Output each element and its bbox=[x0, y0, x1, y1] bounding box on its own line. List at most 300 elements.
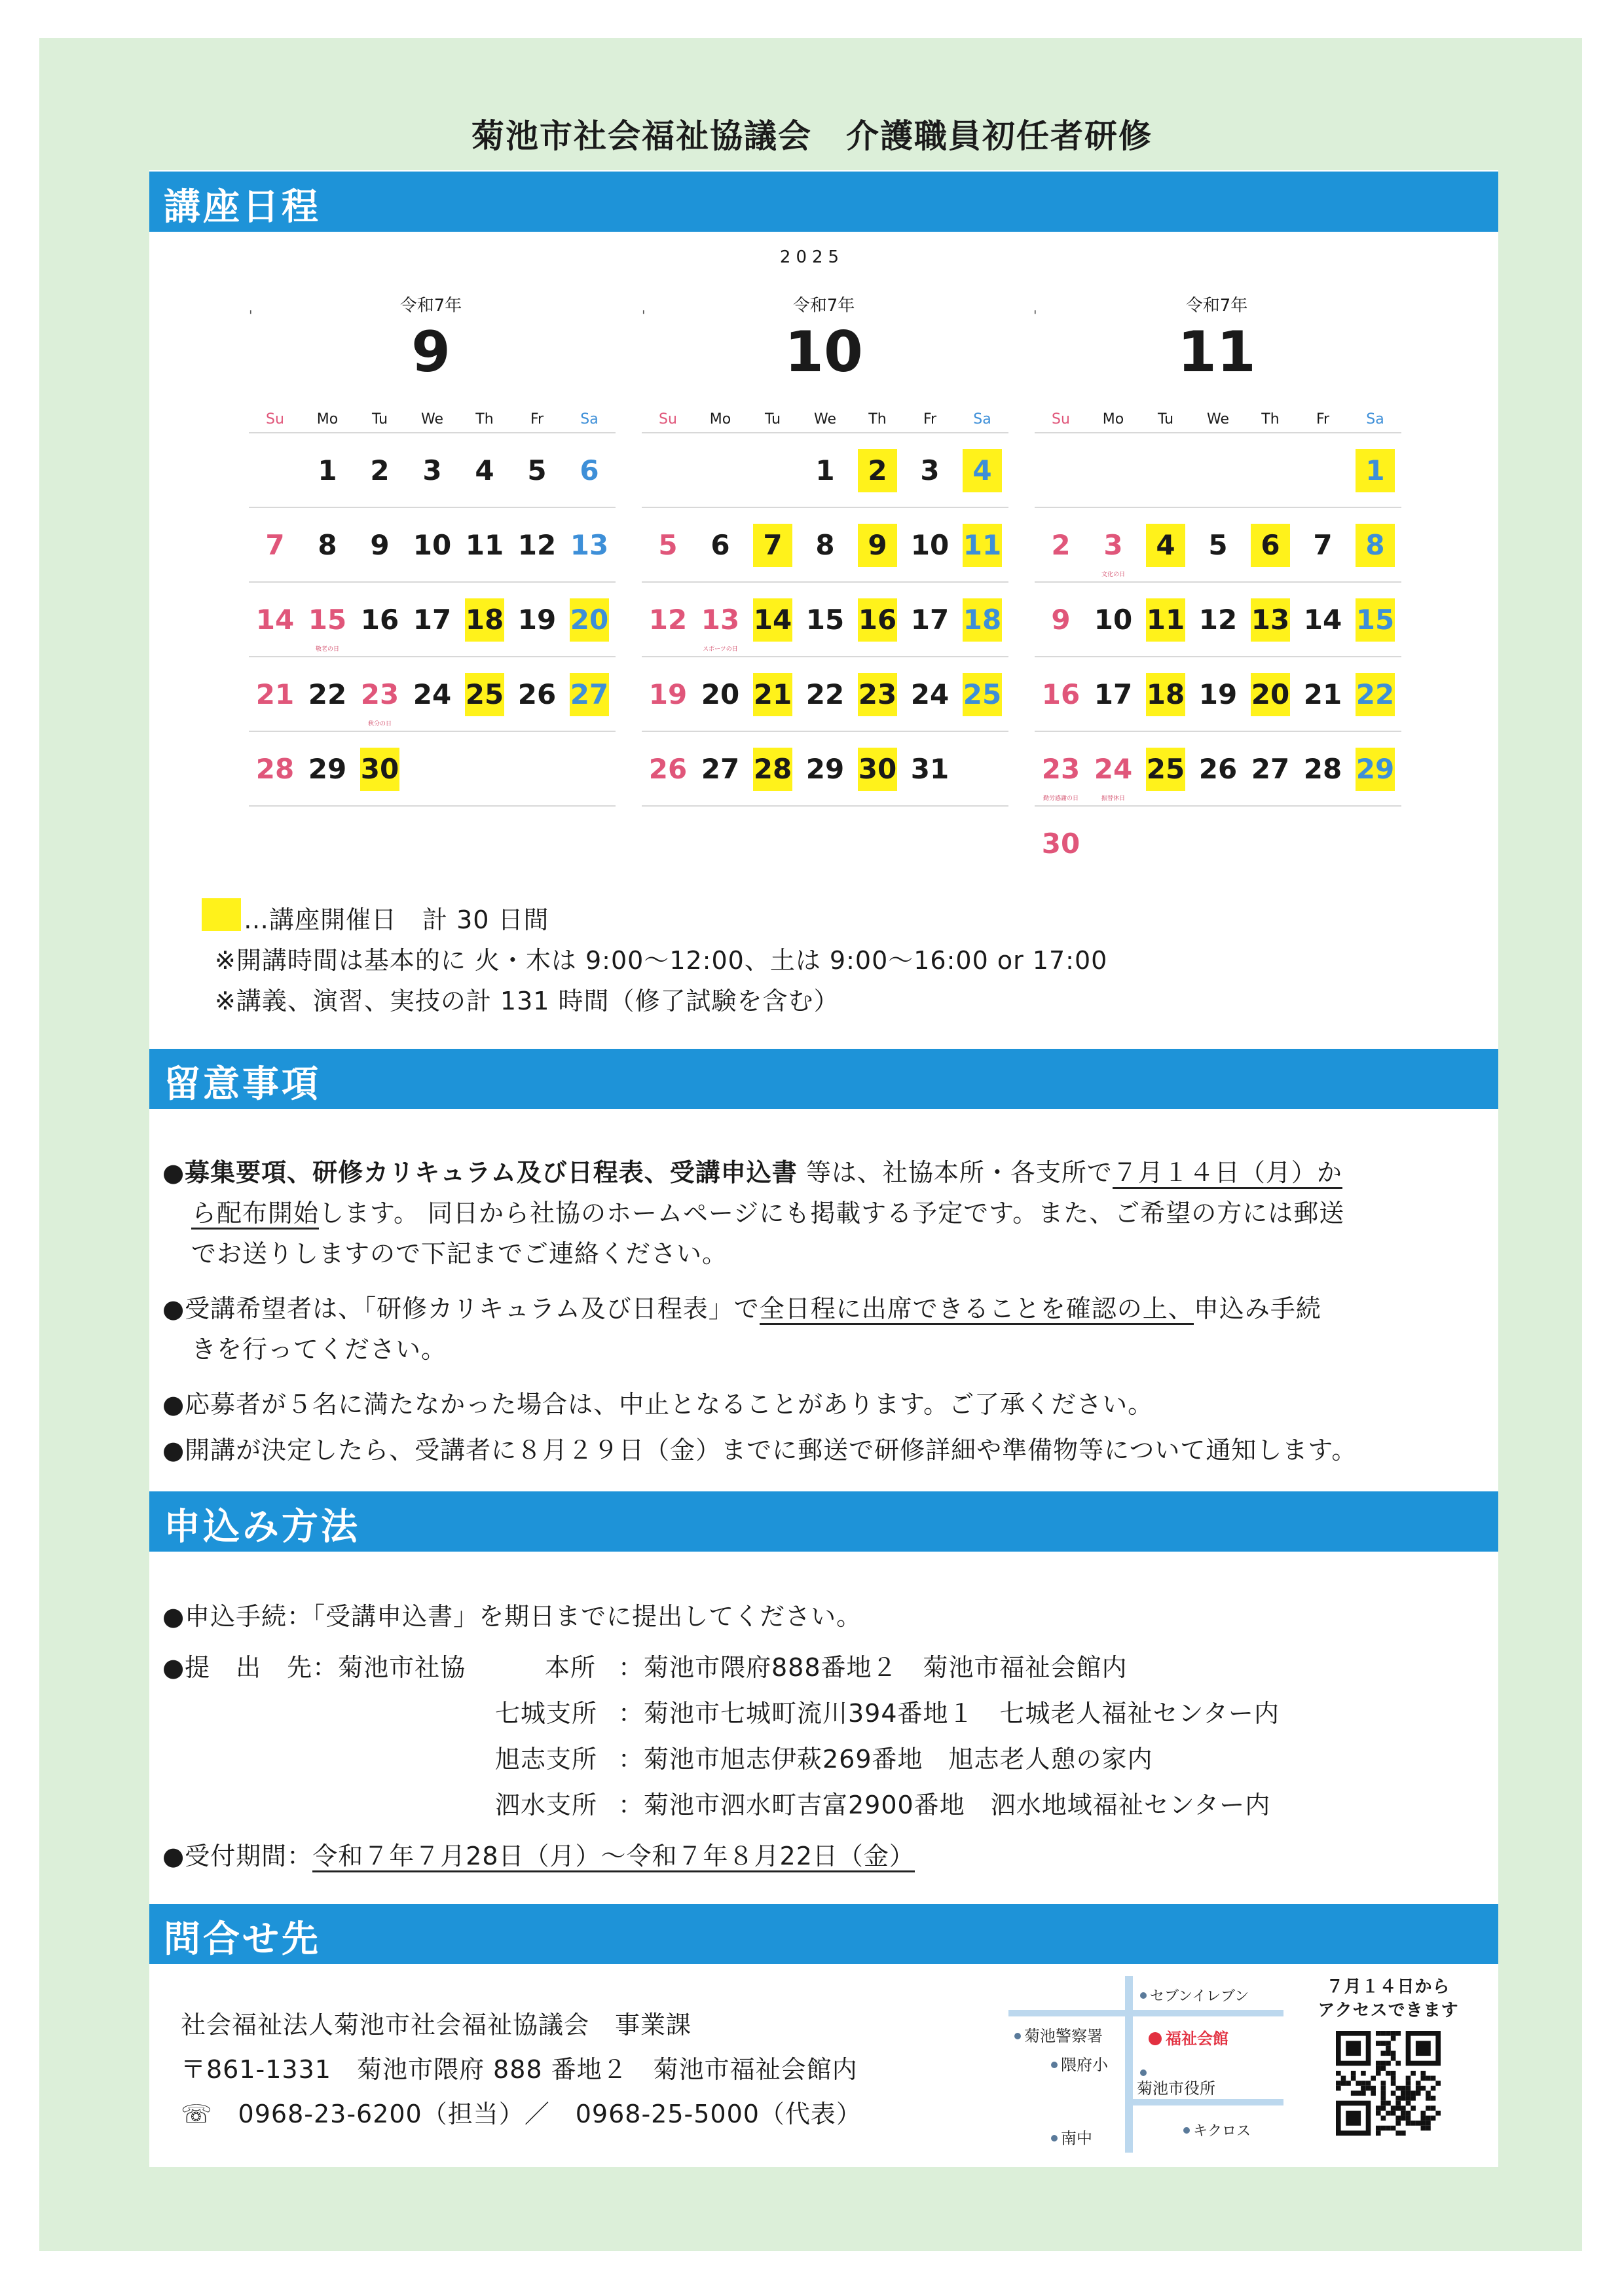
highlight-legend-swatch bbox=[202, 898, 241, 931]
calendar-cell bbox=[563, 433, 616, 507]
era-label: 令和7年 bbox=[792, 296, 855, 316]
calendar-week bbox=[642, 731, 1008, 807]
calendar-cell bbox=[694, 657, 747, 731]
calendar-cell bbox=[904, 433, 956, 507]
calendar-day: 14 bbox=[255, 604, 295, 636]
course-day: 9 bbox=[858, 524, 897, 567]
calendar-cell bbox=[511, 433, 563, 507]
calendar-day: 16 bbox=[1041, 678, 1080, 710]
course-day: 11 bbox=[963, 524, 1002, 567]
calendar-cell bbox=[1297, 732, 1349, 805]
note-1-date: ７月１４日（月）か bbox=[1113, 1158, 1342, 1189]
weekday-label: Th bbox=[1261, 410, 1280, 428]
holiday-note: 敬老の日 bbox=[315, 646, 339, 653]
note-2-text: 受講希望者は、「研修カリキュラム及び日程表」で bbox=[185, 1294, 760, 1323]
calendar-october bbox=[642, 406, 1008, 807]
apply-destination: ●提 出 先：菊池市社協 bbox=[162, 1653, 466, 1682]
calendar-week bbox=[1035, 507, 1401, 581]
calendar-day: 7 bbox=[1313, 529, 1333, 561]
calendar-week bbox=[1035, 807, 1401, 880]
calendar-cell bbox=[1139, 583, 1192, 656]
calendar-cell bbox=[1035, 433, 1087, 507]
calendar-day: 2 bbox=[1051, 529, 1071, 561]
calendar-cell bbox=[694, 583, 747, 656]
office-address: ：菊池市泗水町吉富2900番地 泗水地域福祉センター内 bbox=[618, 1791, 1271, 1819]
calendar-cell bbox=[458, 657, 511, 731]
calendar-week bbox=[249, 432, 616, 507]
map-label-hall: 福祉会館 bbox=[1166, 2030, 1228, 2048]
calendar-cell bbox=[1244, 508, 1297, 581]
calendar-cell bbox=[904, 657, 956, 731]
office-name: 泗水支所 bbox=[495, 1791, 598, 1819]
calendar-cell bbox=[1297, 807, 1349, 880]
calendar-day: 6 bbox=[710, 529, 730, 561]
calendar-week bbox=[1035, 581, 1401, 656]
note-1-line-3: でお送りしますので下記までご連絡ください。 bbox=[191, 1239, 728, 1268]
note-2-text-2: 申込み手続 bbox=[1193, 1294, 1321, 1323]
calendar-week bbox=[642, 507, 1008, 581]
calendar-cell bbox=[799, 732, 851, 805]
holiday-note: 文化の日 bbox=[1101, 572, 1125, 578]
corner-mark: ' bbox=[249, 308, 253, 323]
calendar-cell bbox=[1192, 732, 1244, 805]
calendar-cell bbox=[1244, 732, 1297, 805]
calendar-day: 19 bbox=[1198, 678, 1238, 710]
calendar-cell bbox=[694, 508, 747, 581]
calendar-cell bbox=[249, 657, 301, 731]
calendar-day: 6 bbox=[580, 454, 599, 486]
calendar-day: 22 bbox=[805, 678, 845, 710]
calendar-cell bbox=[354, 508, 406, 581]
calendar-cell bbox=[354, 583, 406, 656]
calendar-cell bbox=[1244, 807, 1297, 880]
calendar-day: 16 bbox=[360, 604, 399, 636]
holiday-note: 秋分の日 bbox=[367, 721, 392, 727]
calendar-cell bbox=[511, 583, 563, 656]
calendar-day: 4 bbox=[475, 454, 494, 486]
calendar-day: 3 bbox=[1103, 529, 1123, 561]
calendar-day: 7 bbox=[265, 529, 285, 561]
weekday-label: We bbox=[421, 410, 443, 428]
calendar-day: 19 bbox=[648, 678, 688, 710]
calendar-cell bbox=[799, 657, 851, 731]
calendar-cell bbox=[1087, 433, 1139, 507]
calendar-week bbox=[249, 507, 616, 581]
office-address: ：菊池市旭志伊萩269番地 旭志老人憩の家内 bbox=[618, 1745, 1153, 1774]
calendar-cell bbox=[1349, 732, 1401, 805]
calendar-day: 27 bbox=[1251, 753, 1290, 785]
map-label-cityhall: 菊池市役所 bbox=[1137, 2079, 1215, 2098]
calendar-day: 29 bbox=[805, 753, 845, 785]
contact-organization: 社会福祉法人菊池市社会福祉協議会 事業課 bbox=[181, 2011, 692, 2039]
calendar-day: 8 bbox=[318, 529, 337, 561]
calendar-day: 30 bbox=[1041, 828, 1080, 860]
section-header-schedule bbox=[149, 172, 1498, 232]
weekday-label: We bbox=[814, 410, 836, 428]
calendar-day: 22 bbox=[308, 678, 347, 710]
calendar-cell bbox=[354, 732, 406, 805]
calendar-day: 17 bbox=[1094, 678, 1133, 710]
calendar-cell bbox=[642, 433, 694, 507]
calendar-week bbox=[249, 731, 616, 807]
weekday-label: Su bbox=[1052, 410, 1070, 428]
calendar-cell bbox=[301, 433, 354, 507]
office-name: 七城支所 bbox=[495, 1699, 598, 1728]
month-number: 9 bbox=[411, 319, 451, 385]
calendar-cell bbox=[1139, 732, 1192, 805]
course-day: 16 bbox=[858, 598, 897, 642]
calendar-cell bbox=[1192, 583, 1244, 656]
calendar-cell bbox=[1297, 433, 1349, 507]
calendar-cell bbox=[406, 732, 458, 805]
calendar-cell bbox=[799, 433, 851, 507]
calendar-day: 11 bbox=[465, 529, 504, 561]
calendar-cell bbox=[1349, 657, 1401, 731]
note-1-text: 等は、社協本所・各支所で bbox=[797, 1158, 1113, 1187]
course-day: 28 bbox=[753, 748, 792, 791]
calendar-cell bbox=[301, 657, 354, 731]
calendar-week bbox=[642, 656, 1008, 731]
course-day: 15 bbox=[1356, 598, 1395, 642]
course-day: 21 bbox=[753, 673, 792, 716]
calendar-cell bbox=[1297, 583, 1349, 656]
calendar-cell bbox=[511, 732, 563, 805]
calendar-cell bbox=[956, 583, 1008, 656]
calendar-cell bbox=[642, 657, 694, 731]
calendar-day: 12 bbox=[648, 604, 688, 636]
weekday-label: Su bbox=[659, 410, 677, 428]
calendar-year: 2025 bbox=[779, 247, 845, 267]
month-number: 11 bbox=[1177, 319, 1256, 385]
calendar-cell bbox=[563, 732, 616, 805]
course-day: 20 bbox=[570, 598, 609, 642]
calendar-cell bbox=[694, 732, 747, 805]
course-day: 2 bbox=[858, 449, 897, 492]
calendar-cell bbox=[563, 583, 616, 656]
section-header-apply bbox=[149, 1491, 1498, 1552]
course-day: 6 bbox=[1251, 524, 1290, 567]
calendar-day: 12 bbox=[1198, 604, 1238, 636]
calendar-day: 24 bbox=[413, 678, 452, 710]
document-title: 菊池市社会福祉協議会 介護職員初任者研修 bbox=[471, 117, 1153, 155]
course-day: 18 bbox=[465, 598, 504, 642]
section-title: 留意事項 bbox=[164, 1063, 321, 1106]
calendar-cell bbox=[1035, 807, 1087, 880]
weekday-label: Mo bbox=[1102, 410, 1124, 428]
corner-mark: ' bbox=[1033, 308, 1037, 323]
calendar-cell bbox=[249, 732, 301, 805]
calendar-cell bbox=[1035, 732, 1087, 805]
note-3: ●応募者が５名に満たなかった場合は、中止となることがあります。ご了承ください。 bbox=[162, 1390, 1154, 1419]
calendar-cell bbox=[1139, 807, 1192, 880]
calendar-cell bbox=[1349, 807, 1401, 880]
calendar-cell bbox=[851, 657, 904, 731]
calendar-cell bbox=[851, 433, 904, 507]
map-label-nanchu: 南中 bbox=[1061, 2129, 1092, 2147]
holiday-note: スポーツの日 bbox=[703, 646, 738, 653]
phone-icon: ☏ bbox=[181, 2100, 213, 2128]
course-day: 4 bbox=[963, 449, 1002, 492]
calendar-cell bbox=[406, 583, 458, 656]
note-4-text: 開講が決定したら、受講者に８月２９日（金）までに郵送で研修詳細や準備物等について通知します。 bbox=[185, 1436, 1357, 1465]
calendar-cell bbox=[642, 583, 694, 656]
calendar-day: 17 bbox=[910, 604, 950, 636]
calendar-cell bbox=[511, 657, 563, 731]
calendar-cell bbox=[1192, 433, 1244, 507]
course-day: 25 bbox=[1146, 748, 1185, 791]
weekday-label: Mo bbox=[316, 410, 339, 428]
calendar-cell bbox=[956, 657, 1008, 731]
note-2-underlined: 全日程に出席できることを確認の上、 bbox=[760, 1294, 1194, 1325]
course-day: 11 bbox=[1146, 598, 1185, 642]
note-1-line-2 bbox=[191, 1193, 1344, 1229]
note-1-bold: 募集要項、研修カリキュラム及び日程表、受講申込書 bbox=[185, 1158, 798, 1187]
calendar-day: 2 bbox=[370, 454, 390, 486]
calendar-cell bbox=[406, 433, 458, 507]
calendar-day: 20 bbox=[701, 678, 740, 710]
weekday-label: Sa bbox=[1366, 410, 1384, 428]
calendar-cell bbox=[1035, 657, 1087, 731]
calendar-day: 29 bbox=[308, 753, 347, 785]
calendar-day: 5 bbox=[658, 529, 678, 561]
section-header-contact bbox=[149, 1904, 1498, 1964]
contact-phone-line bbox=[181, 2094, 862, 2130]
calendar-day: 3 bbox=[920, 454, 940, 486]
calendar-cell bbox=[747, 657, 799, 731]
calendar-day: 24 bbox=[1094, 753, 1133, 785]
calendar-cell bbox=[851, 508, 904, 581]
weekday-header bbox=[1035, 406, 1401, 432]
calendar-cell bbox=[1192, 807, 1244, 880]
calendar-cell bbox=[799, 508, 851, 581]
calendar-day: 31 bbox=[910, 753, 950, 785]
calendar-day: 26 bbox=[1198, 753, 1238, 785]
apply-period: ●受付期間：令和７年７月28日（月）～令和７年８月22日（金） bbox=[162, 1836, 915, 1872]
course-day: 30 bbox=[858, 748, 897, 791]
weekday-header bbox=[642, 406, 1008, 432]
course-day: 25 bbox=[465, 673, 504, 716]
calendar-day: 10 bbox=[1094, 604, 1133, 636]
legend-label: …講座開催日 計 30 日間 bbox=[244, 905, 549, 934]
calendar-cell bbox=[458, 583, 511, 656]
calendar-day: 23 bbox=[1041, 753, 1080, 785]
calendar-cell bbox=[458, 732, 511, 805]
calendar-cell bbox=[747, 508, 799, 581]
calendar-day: 5 bbox=[527, 454, 547, 486]
calendar-cell bbox=[354, 433, 406, 507]
calendar-day: 15 bbox=[805, 604, 845, 636]
calendar-day: 21 bbox=[255, 678, 295, 710]
calendar-day: 19 bbox=[517, 604, 557, 636]
holiday-note: 勤労感謝の日 bbox=[1043, 795, 1079, 802]
calendar-cell bbox=[851, 732, 904, 805]
weekday-label: Sa bbox=[973, 410, 991, 428]
calendar-cell bbox=[1349, 433, 1401, 507]
calendar-cell bbox=[354, 657, 406, 731]
calendar-cell bbox=[1244, 433, 1297, 507]
calendar-day: 28 bbox=[255, 753, 295, 785]
calendar-cell bbox=[1297, 657, 1349, 731]
apply-period-dates: 令和７年７月28日（月）～令和７年８月22日（金） bbox=[312, 1842, 915, 1872]
calendar-cell bbox=[458, 433, 511, 507]
office-address: ：菊池市隈府888番地２ 菊池市福祉会館内 bbox=[618, 1653, 1128, 1682]
calendar-cell bbox=[1139, 508, 1192, 581]
calendar-day: 26 bbox=[648, 753, 688, 785]
calendar-day: 1 bbox=[815, 454, 835, 486]
calendar-cell bbox=[563, 508, 616, 581]
course-day: 27 bbox=[570, 673, 609, 716]
calendar-day: 13 bbox=[570, 529, 609, 561]
calendar-day: 8 bbox=[815, 529, 835, 561]
calendar-cell bbox=[904, 583, 956, 656]
calendar-cell bbox=[1244, 583, 1297, 656]
legend-hours: ※開講時間は基本的に 火・木は 9:00～12:00、土は 9:00～16:00 or 17:00 bbox=[215, 946, 1108, 975]
map-label-police: 菊池警察署 bbox=[1024, 2027, 1103, 2045]
map-label-seven: セブンイレブン bbox=[1150, 1988, 1249, 2005]
office-name: 本所 bbox=[545, 1653, 597, 1682]
calendar-cell bbox=[1035, 508, 1087, 581]
weekday-label: Sa bbox=[580, 410, 599, 428]
calendar-cell bbox=[851, 583, 904, 656]
section-title: 問合せ先 bbox=[164, 1918, 321, 1961]
calendar-day: 24 bbox=[910, 678, 950, 710]
course-day: 1 bbox=[1356, 449, 1395, 492]
calendar-cell bbox=[249, 583, 301, 656]
course-day: 14 bbox=[753, 598, 792, 642]
calendar-week bbox=[1035, 731, 1401, 807]
calendar-cell bbox=[563, 657, 616, 731]
weekday-label: Tu bbox=[1157, 410, 1174, 428]
course-day: 13 bbox=[1251, 598, 1290, 642]
calendar-day: 28 bbox=[1303, 753, 1342, 785]
calendar-day: 13 bbox=[701, 604, 740, 636]
calendar-week bbox=[1035, 656, 1401, 731]
qr-code[interactable] bbox=[1336, 2031, 1441, 2136]
calendar-cell bbox=[1297, 508, 1349, 581]
calendar-cell bbox=[1087, 583, 1139, 656]
calendar-cell bbox=[904, 732, 956, 805]
course-day: 29 bbox=[1356, 748, 1395, 791]
calendar-cell bbox=[1139, 657, 1192, 731]
weekday-header bbox=[249, 406, 616, 432]
weekday-label: Fr bbox=[530, 410, 544, 428]
note-1-line-1: ●募集要項、研修カリキュラム及び日程表、受講申込書 等は、社協本所・各支所で７月１４日（月）か bbox=[162, 1152, 1342, 1188]
calendar-cell bbox=[747, 433, 799, 507]
calendar-day: 26 bbox=[517, 678, 557, 710]
course-day: 25 bbox=[963, 673, 1002, 716]
calendar-cell bbox=[406, 657, 458, 731]
section-header-notes bbox=[149, 1049, 1498, 1109]
calendar-cell bbox=[956, 433, 1008, 507]
calendar-cell bbox=[1192, 657, 1244, 731]
calendar-day: 9 bbox=[370, 529, 390, 561]
note-4: ●開講が決定したら、受講者に８月２９日（金）までに郵送で研修詳細や準備物等について通知します。 bbox=[162, 1436, 1357, 1465]
calendar-day: 5 bbox=[1208, 529, 1228, 561]
corner-mark: ' bbox=[642, 308, 646, 323]
qr-caption-line-1: ７月１４日から bbox=[1326, 1977, 1450, 1997]
calendar-cell bbox=[1192, 508, 1244, 581]
apply-period-label: 受付期間： bbox=[185, 1842, 313, 1870]
contact-phone[interactable]: 0968-23-6200（担当）／ 0968-25-5000（代表） bbox=[238, 2100, 862, 2128]
calendar-cell bbox=[458, 508, 511, 581]
note-3-text: 応募者が５名に満たなかった場合は、中止となることがあります。ご了承ください。 bbox=[185, 1390, 1154, 1419]
calendar-cell bbox=[799, 583, 851, 656]
weekday-label: Th bbox=[475, 410, 494, 428]
calendar-week bbox=[1035, 432, 1401, 507]
calendar-day: 23 bbox=[360, 678, 399, 710]
calendar-cell bbox=[694, 433, 747, 507]
office-name: 旭志支所 bbox=[495, 1745, 598, 1774]
calendar-day: 12 bbox=[517, 529, 557, 561]
weekday-label: Th bbox=[868, 410, 887, 428]
course-day: 22 bbox=[1356, 673, 1395, 716]
calendar-week bbox=[642, 432, 1008, 507]
course-day: 23 bbox=[858, 673, 897, 716]
calendar-day: 9 bbox=[1051, 604, 1071, 636]
calendar-cell bbox=[956, 732, 1008, 805]
note-2-line-1: ●受講希望者は、「研修カリキュラム及び日程表」で全日程に出席できることを確認の上、申込み手続 bbox=[162, 1288, 1321, 1324]
course-day: 20 bbox=[1251, 673, 1290, 716]
course-day: 4 bbox=[1146, 524, 1185, 567]
calendar-cell bbox=[1349, 583, 1401, 656]
note-2-line-2: きを行ってください。 bbox=[191, 1335, 447, 1364]
calendar-day: 15 bbox=[308, 604, 347, 636]
calendar-cell bbox=[1035, 583, 1087, 656]
era-label: 令和7年 bbox=[399, 296, 462, 316]
calendar-cell bbox=[1087, 807, 1139, 880]
weekday-label: We bbox=[1207, 410, 1229, 428]
course-day: 30 bbox=[360, 748, 399, 791]
section-title: 申込み方法 bbox=[164, 1506, 360, 1548]
apply-method-text: 申込手続：「受講申込書」を期日までに提出してください。 bbox=[185, 1602, 862, 1631]
weekday-label: Mo bbox=[709, 410, 731, 428]
calendar-week bbox=[642, 581, 1008, 656]
month-number: 10 bbox=[784, 319, 863, 385]
qr-caption-line-2: アクセスできます bbox=[1318, 2001, 1459, 2020]
apply-method: ●申込手続：「受講申込書」を期日までに提出してください。 bbox=[162, 1602, 862, 1631]
calendar-day: 27 bbox=[701, 753, 740, 785]
calendar-day: 10 bbox=[413, 529, 452, 561]
calendar-cell bbox=[1087, 732, 1139, 805]
era-label: 令和7年 bbox=[1185, 296, 1248, 316]
note-1-text-2: します。 同日から社協のホームページにも掲載する予定です。また、ご希望の方には郵送 bbox=[319, 1199, 1345, 1228]
calendar-cell bbox=[1139, 433, 1192, 507]
section-title: 講座日程 bbox=[164, 186, 321, 228]
access-map bbox=[1008, 1976, 1283, 2153]
calendar-week bbox=[249, 656, 616, 731]
calendar-cell bbox=[249, 433, 301, 507]
calendar-cell bbox=[406, 508, 458, 581]
calendar-cell bbox=[642, 508, 694, 581]
calendar-cell bbox=[904, 508, 956, 581]
calendar-cell bbox=[747, 583, 799, 656]
calendar-cell bbox=[642, 732, 694, 805]
calendar-cell bbox=[301, 508, 354, 581]
calendar-day: 1 bbox=[318, 454, 337, 486]
calendar-day: 3 bbox=[422, 454, 442, 486]
map-label-kikurosu: キクロス bbox=[1193, 2123, 1251, 2140]
calendar-cell bbox=[1244, 657, 1297, 731]
apply-dest-label: 提 出 先：菊池市社協 bbox=[185, 1653, 466, 1682]
calendar-week bbox=[249, 581, 616, 656]
course-day: 7 bbox=[753, 524, 792, 567]
calendar-september bbox=[249, 406, 616, 807]
calendar-day: 21 bbox=[1303, 678, 1342, 710]
calendar-cell bbox=[301, 583, 354, 656]
calendar-november bbox=[1035, 406, 1401, 880]
map-label-school: 隈府小 bbox=[1061, 2056, 1108, 2074]
calendar-day: 17 bbox=[413, 604, 452, 636]
